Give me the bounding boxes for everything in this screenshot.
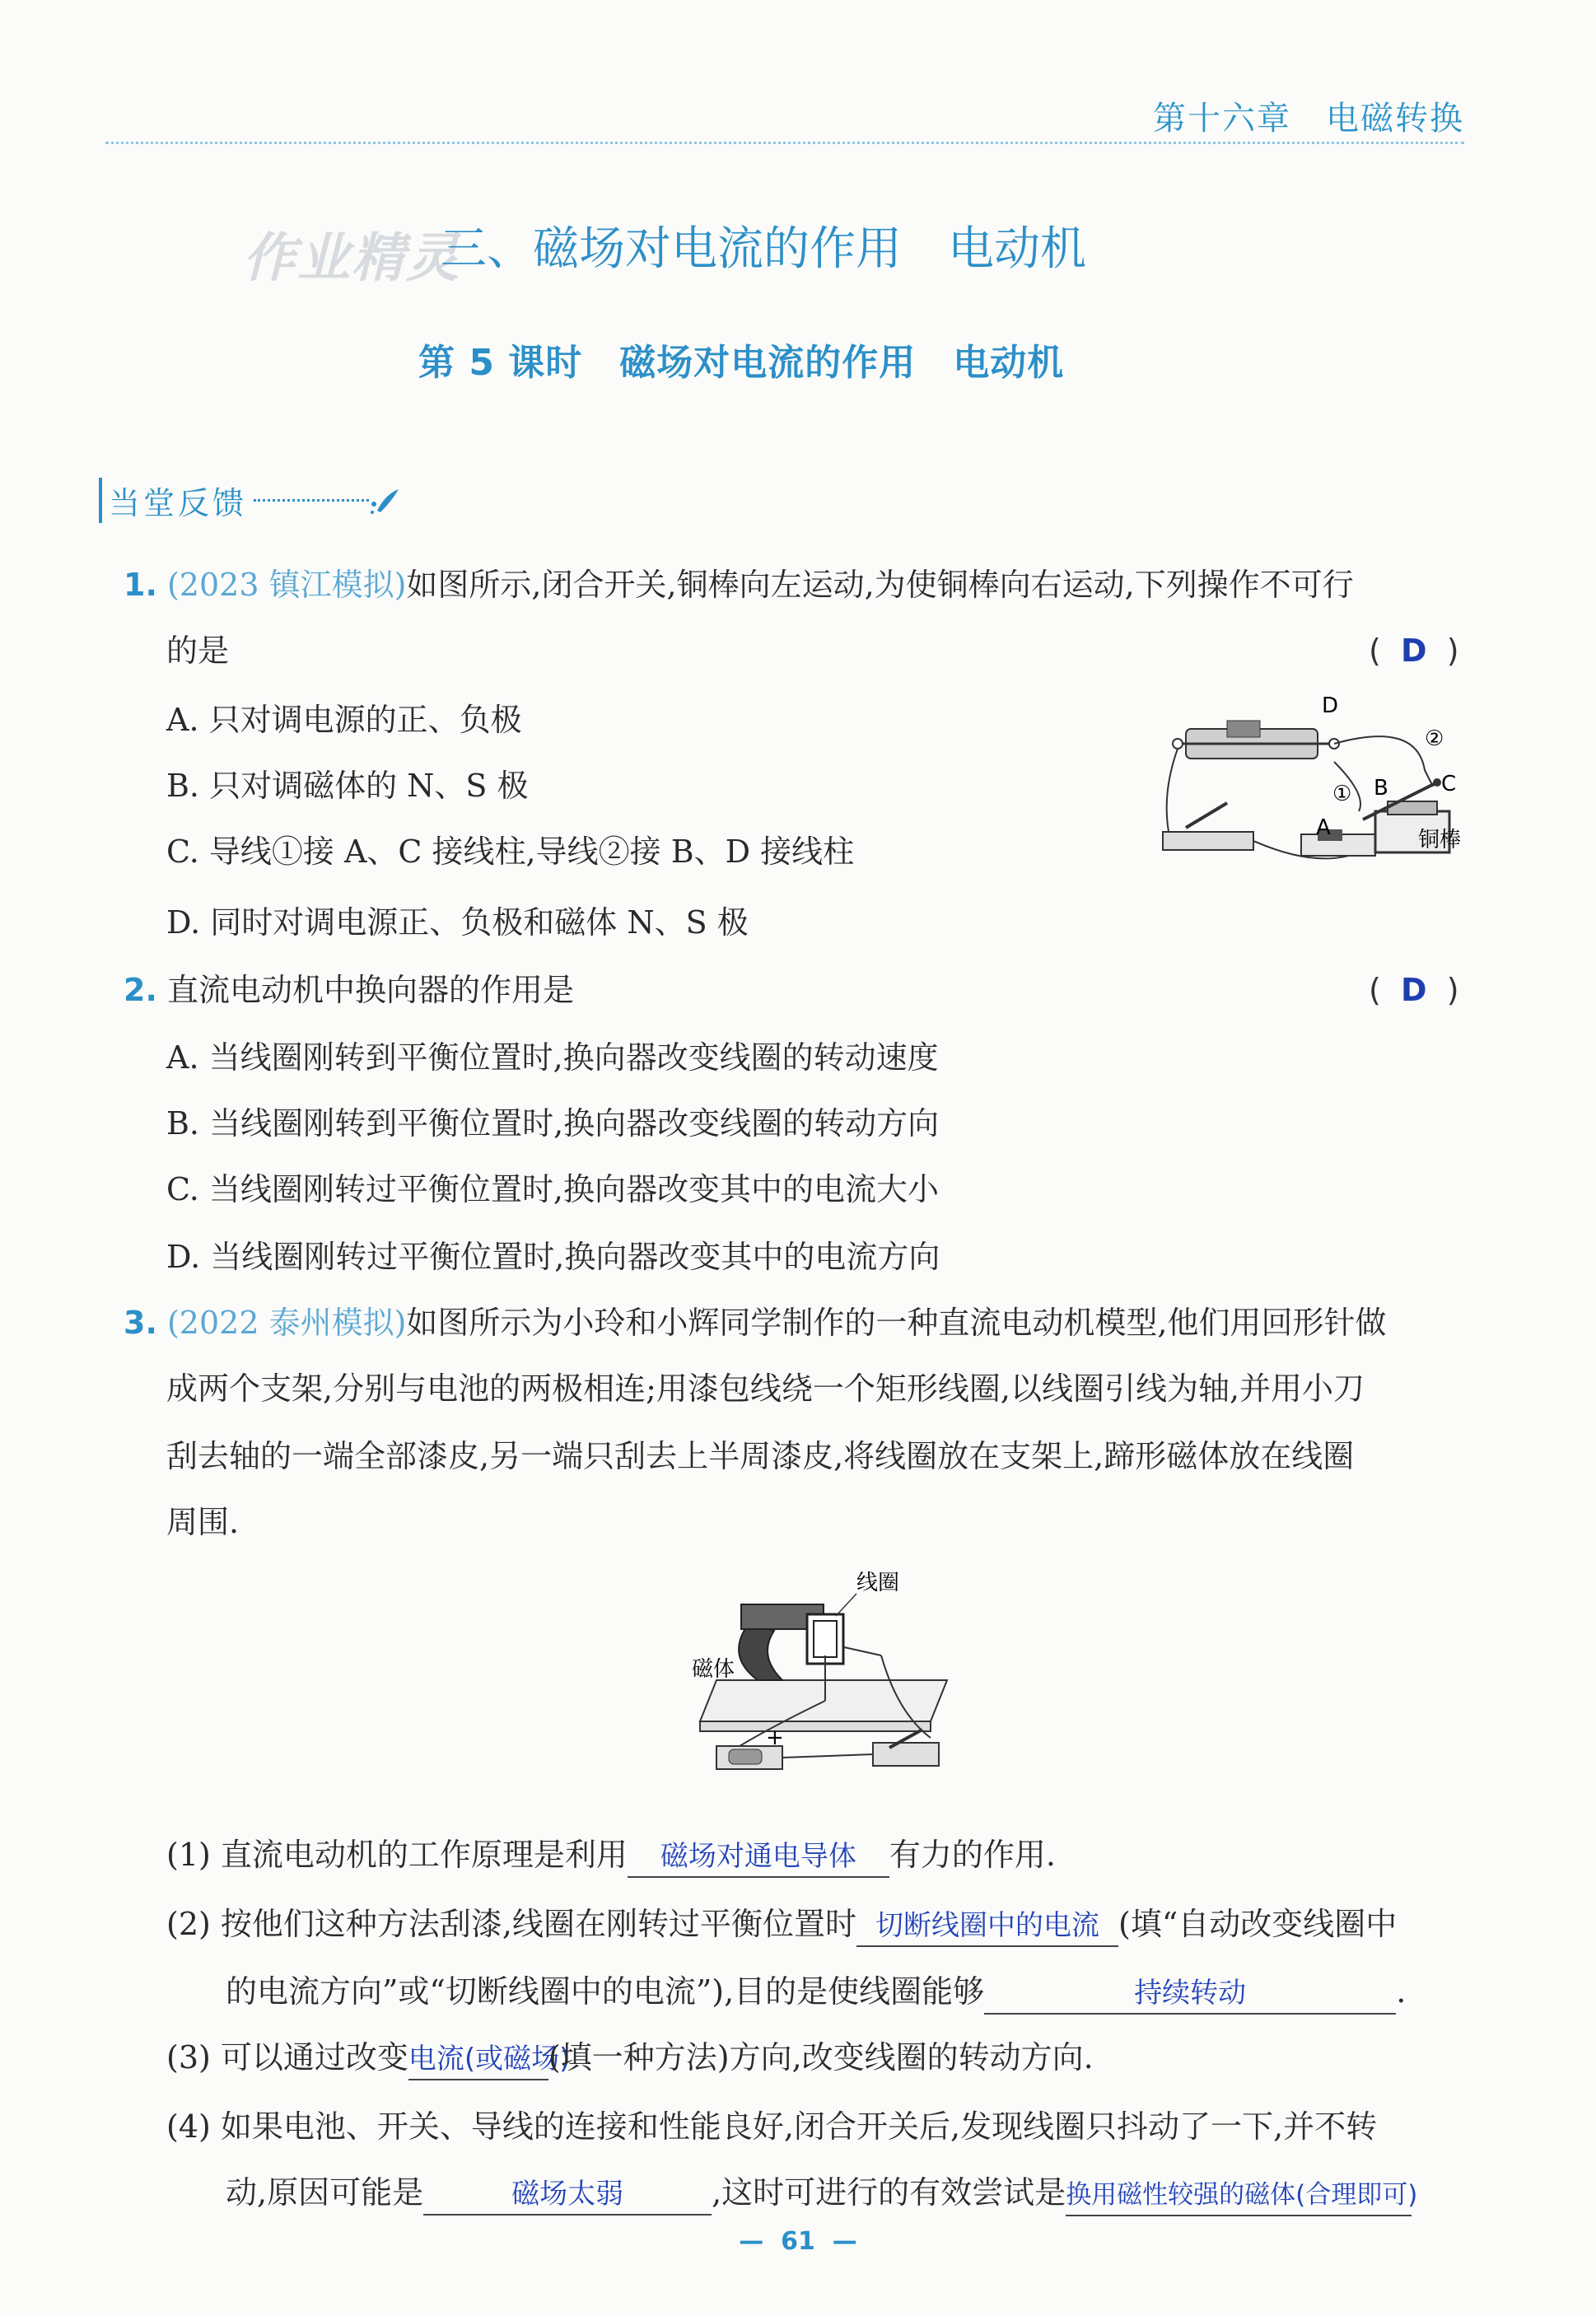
q3-part3-suffix: (填一种方法)方向,改变线圈的转动方向.	[548, 2039, 1094, 2076]
q3-stem-text-1: 如图所示为小玲和小辉同学制作的一种直流电动机模型,他们用回形针做	[406, 1305, 1387, 1341]
q2-option-a: A. 当线圈刚转到平衡位置时,换向器改变线圈的转动速度	[166, 1039, 939, 1076]
q3-part1-answer: 磁场对通电导体	[660, 1840, 856, 1873]
fig1-label-d: D	[1322, 696, 1339, 718]
q3-part4-prefix: 动,原因可能是	[226, 2174, 424, 2211]
page-number: — 61 —	[739, 2227, 857, 2256]
q3-part2-line1	[166, 1904, 1397, 1947]
fig1-label-a: A	[1316, 815, 1331, 840]
q3-part1-suffix: 有力的作用.	[889, 1837, 1057, 1873]
q3-stem-line3: 刮去轴的一端全部漆皮,另一端只刮去上半周漆皮,将线圈放在支架上,蹄形磁体放在线圈	[166, 1438, 1355, 1474]
q3-stem-line2: 成两个支架,分别与电池的两极相连;用漆包线绕一个矩形线圈,以线圈引线为轴,并用小刀	[166, 1370, 1365, 1407]
q1-number: 1.	[124, 567, 157, 603]
q3-part4-answer2: 换用磁性较强的磁体(合理即可)	[1066, 2180, 1418, 2210]
feedback-label: 当堂反馈	[99, 478, 247, 523]
q3-part4-answer: 磁场太弱	[511, 2178, 624, 2211]
q3-part4-middle: ,这时可进行的有效尝试是	[712, 2174, 1066, 2211]
q3-part3	[166, 2038, 1094, 2080]
q3-part1-blank	[628, 1835, 889, 1878]
q1-option-d: D. 同时对调电源正、负极和磁体 N、S 极	[166, 904, 749, 941]
q1-stem: 如图所示,闭合开关,铜棒向左运动,为使铜棒向右运动,下列操作不可行	[406, 567, 1354, 603]
q3-stem-line4: 周围.	[166, 1504, 240, 1540]
q3-part1-prefix: (1) 直流电动机的工作原理是利用	[166, 1837, 628, 1873]
q1-source: (2023 镇江模拟)	[166, 567, 407, 603]
q3-stem-line1	[124, 1303, 1387, 1342]
fig1-label-1: ①	[1332, 782, 1352, 806]
q1-option-b: B. 只对调磁体的 N、S 极	[166, 768, 529, 804]
q3-part4-line1: (4) 如果电池、开关、导线的连接和性能良好,闭合开关后,发现线圈只抖动了一下,并不转	[166, 2108, 1378, 2145]
feedback-dots	[254, 499, 369, 502]
q1-stem-line2: 的是	[166, 633, 230, 669]
fig1-label-2: ②	[1425, 726, 1444, 751]
watermark: 作业精灵	[243, 228, 460, 289]
q1-option-a: A. 只对调电源的正、负极	[166, 702, 522, 738]
q3-part1	[166, 1835, 1056, 1878]
q3-part2-answer2: 持续转动	[1134, 1977, 1247, 2010]
q3-part4-blank2	[1066, 2173, 1418, 2216]
q3-part2-blank	[856, 1904, 1118, 1947]
fig3-label-magnet: 磁体	[692, 1657, 735, 1682]
q1-answer: D	[1400, 633, 1427, 669]
q1-stem-line1	[124, 565, 1354, 605]
feedback-heading	[99, 478, 402, 523]
q3-part3-prefix: (3) 可以通过改变	[166, 2039, 408, 2076]
q3-part2-end: .	[1396, 1973, 1407, 2010]
q3-source: (2022 泰州模拟)	[166, 1305, 407, 1341]
q3-part2-line2	[226, 1972, 1406, 2015]
q2-option-c: C. 当线圈刚转过平衡位置时,换向器改变其中的电流大小	[166, 1171, 939, 1207]
q2-option-b: B. 当线圈刚转到平衡位置时,换向器改变线圈的转动方向	[166, 1105, 940, 1142]
fig1-label-copper-rod: 铜棒	[1418, 828, 1462, 852]
q3-part3-blank	[408, 2038, 571, 2080]
q3-number: 3.	[124, 1305, 157, 1341]
q2-answer-paren: ( D )	[1369, 972, 1459, 1008]
q1-circuit-figure	[1153, 696, 1482, 885]
fig1-label-c: C	[1441, 772, 1457, 796]
fig1-label-b: B	[1374, 776, 1388, 801]
header-divider	[105, 142, 1464, 144]
q3-part2-suffix: (填“自动改变线圈中	[1118, 1906, 1398, 1942]
lesson-title: 第 5 课时 磁场对电流的作用 电动机	[418, 342, 1065, 384]
q2-stem-text: 直流电动机中换向器的作用是	[166, 972, 574, 1008]
q3-part3-answer: 电流(或磁场)	[408, 2043, 571, 2076]
q1-answer-paren: ( D )	[1369, 633, 1459, 669]
q3-part2-prefix: (2) 按他们这种方法刮漆,线圈在刚转过平衡位置时	[166, 1906, 856, 1942]
q2-option-d: D. 当线圈刚转过平衡位置时,换向器改变其中的电流方向	[166, 1239, 940, 1275]
chapter-header: 第十六章 电磁转换	[1153, 100, 1464, 138]
q3-part4-line2	[226, 2173, 1418, 2216]
q2-number: 2.	[124, 972, 157, 1008]
q3-part4-blank	[423, 2173, 712, 2216]
q3-part2-answer: 切断线圈中的电流	[875, 1909, 1099, 1942]
q2-stem	[124, 970, 574, 1010]
q3-part2-blank2	[984, 1972, 1396, 2015]
q1-option-c: C. 导线①接 A、C 接线柱,导线②接 B、D 接线柱	[166, 833, 855, 870]
sparkle-icon	[369, 486, 402, 516]
fig3-label-coil: 线圈	[856, 1571, 900, 1595]
q2-answer: D	[1400, 972, 1427, 1008]
q3-motor-figure	[684, 1565, 964, 1779]
q3-part2-line2-text: 的电流方向”或“切断线圈中的电流”),目的是使线圈能够	[226, 1973, 985, 2010]
fig3-label-plus: +	[766, 1725, 784, 1750]
section-title: 三、磁场对电流的作用 电动机	[441, 222, 1086, 276]
